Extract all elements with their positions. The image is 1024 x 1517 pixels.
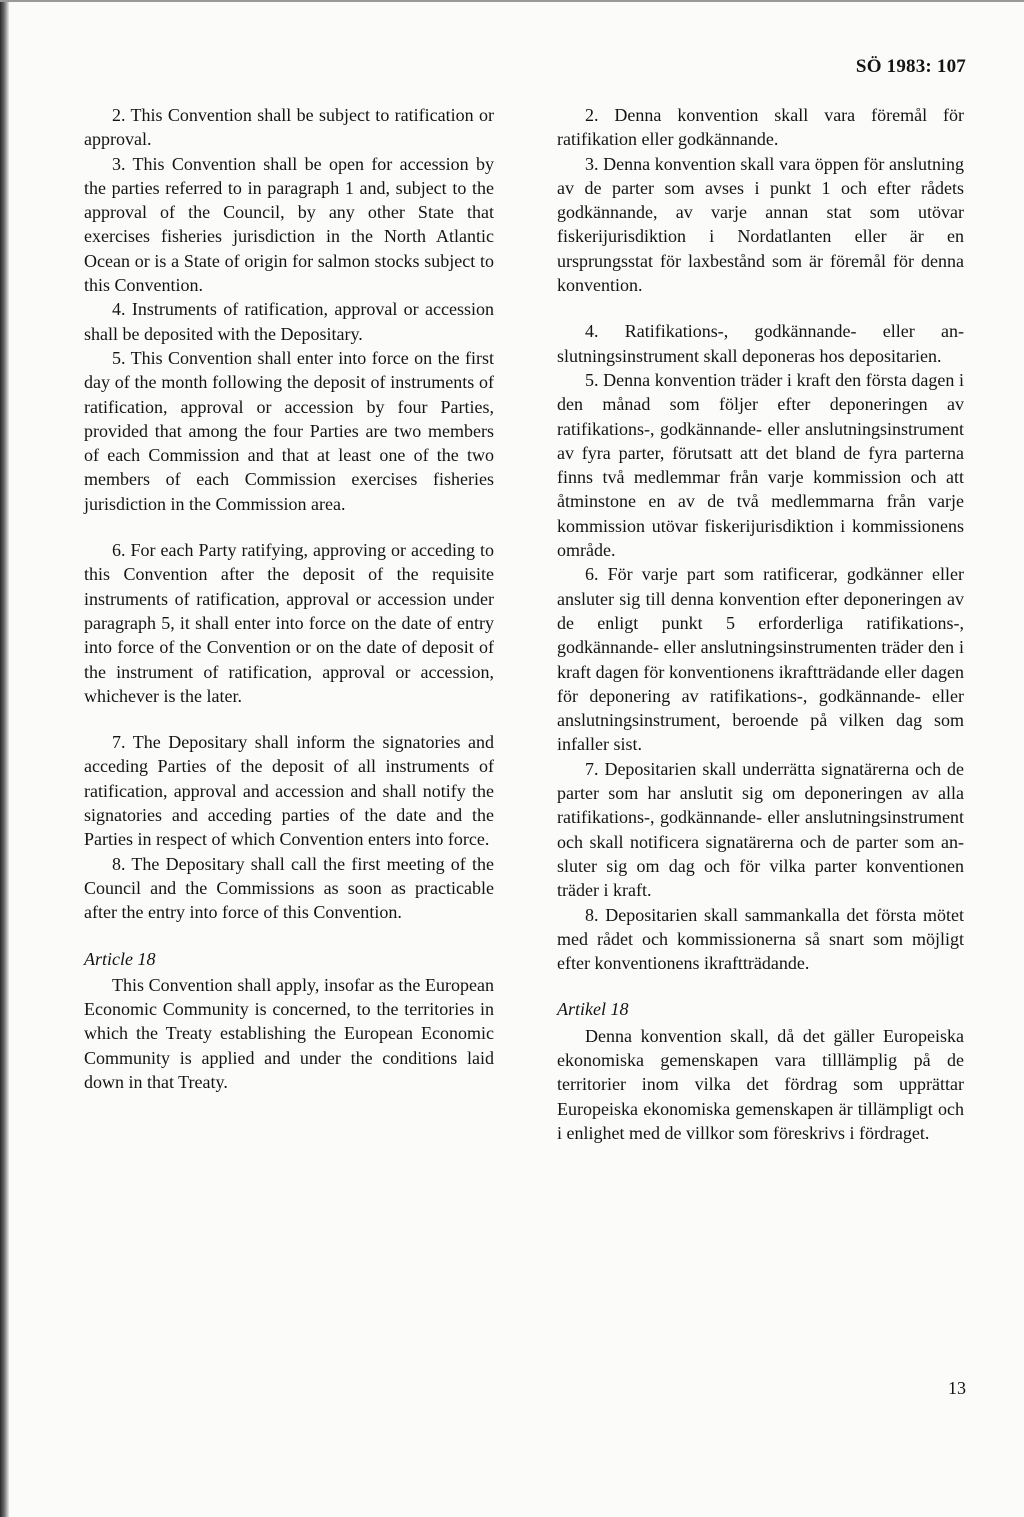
top-rule xyxy=(0,0,1024,2)
en-paragraph-2: 2. This Convention shall be subject to ratification or approval. xyxy=(84,105,494,150)
sv-paragraph-8: 8. Depositarien skall sammankalla det första mötet med rådet och kommissionerna så snart som möjligt efter konventionens ikraftträdande. xyxy=(557,904,964,974)
swedish-column xyxy=(557,103,964,1145)
sv-paragraph-6: 6. För varje part som ratificerar, godkänner eller ansluter sig till denna konvention efter deponeringen av de enligt punkt 5 erforderliga ratifikations-, godkännande- eller anslutningsinstrumenten träder den i kraft dagen för konventionens ikraftträdande eller dagen för deponering av ratifikations-, godkännande- eller anslutningsinstrument, beroende på vilken dag som infaller sist. xyxy=(557,564,964,755)
binding-edge xyxy=(0,0,9,1517)
en-paragraph-8: 8. The Depositary shall call the first meeting of the Council and the Commissions as soon as practicable after the entry into force of this Convention. xyxy=(84,853,494,923)
sv-paragraph-7: 7. Depositarien skall underrätta signatärerna och de parter som har anslutit sig om deponeringen av alla ratifikations-, godkännande- eller anslutningsinstrument och skall notificera signatärerna och de parter som ansluter sig om dag och för vilka parter konventionen träder i kraft. xyxy=(557,758,964,901)
running-head: SÖ 1983: 107 xyxy=(855,56,966,77)
en-paragraph-3: 3. This Convention shall be open for accession by the parties referred to in paragraph 1 and, subject to the approval of the Council, by any other State that exercises fisheries jurisdiction in the North Atlantic Ocean or is a State of origin for salmon stocks subject to this Convention. xyxy=(84,153,494,296)
sv-paragraph-3: 3. Denna konvention skall vara öppen för anslutning av de parter som avses i punkt 1 och efter rådets godkännande, av varje annan stat som utövar fiskerijurisdiktion i Nordatlanten eller är en ursprungsstat för laxbestånd som är föremål för denna konvention. xyxy=(557,153,964,296)
en-article-title: Article 18 xyxy=(84,948,156,969)
en-paragraph-4: 4. Instruments of ratification, approval or accession shall be deposited with the Depositary. xyxy=(84,299,494,344)
english-column xyxy=(84,103,494,1094)
sv-paragraph-5: 5. Denna konvention träder i kraft den första dagen i den månad som följer efter deponeringen av ratifikations-, godkännande- eller anslutningsinstrument av fyra parter, förutsatt att det bland de fyra parterna finns två medlemmar från varje kommission och att åtminstone en av de två medlemmarna från varje kommission utövar fiskerijurisdiktion i kommissionens område. xyxy=(557,369,964,561)
en-article-text: This Convention shall apply, insofar as the European Economic Community is concerned, to the territories in which the Treaty establishing the European Economic Community is applied and under the conditions laid down in that Treaty. xyxy=(84,974,494,1092)
sv-article-title: Artikel 18 xyxy=(557,999,629,1020)
page-number: 13 xyxy=(948,1378,966,1398)
en-paragraph-6: 6. For each Party ratifying, approving or acceding to this Convention after the deposit of the requisite instruments of ratification, approval or accession under paragraph 5, it shall enter into force on the date of entry into force of the Convention or on the date of deposit of the instrument of ratification, approval or accession, whichever is the later. xyxy=(84,540,494,706)
en-paragraph-5: 5. This Convention shall enter into force on the first day of the month following the deposit of instruments of ratification, approval or accession by four Parties, provided that among the four Parties are two members of each Commission and that at least one of the two members of each Commission exercises fisheries jurisdiction in the Commission area. xyxy=(84,347,494,514)
sv-article-text: Denna konvention skall, då det gäller Europeiska ekonomiska gemenskapen vara tilllämplig på de territorier inom vilka det fördrag som upprättar Europeiska ekonomiska gemenskapen är tillämpligt och i enlighet med de villkor som föreskrivs i fördraget. xyxy=(557,1025,964,1143)
en-paragraph-7: 7. The Depositary shall inform the signatories and acceding Parties of the deposit of all instruments of ratification, approval and accession and shall notify the signatories and acceding parties of the date and the Parties in respect of which Convention enters into force. xyxy=(84,732,494,850)
sv-paragraph-2: 2. Denna konvention skall vara föremål för ratifikation eller godkännande. xyxy=(557,105,964,150)
sv-paragraph-4: 4. Ratifikations-, godkännande- eller anslutningsinstrument skall deponeras hos depositarien. xyxy=(557,321,964,366)
